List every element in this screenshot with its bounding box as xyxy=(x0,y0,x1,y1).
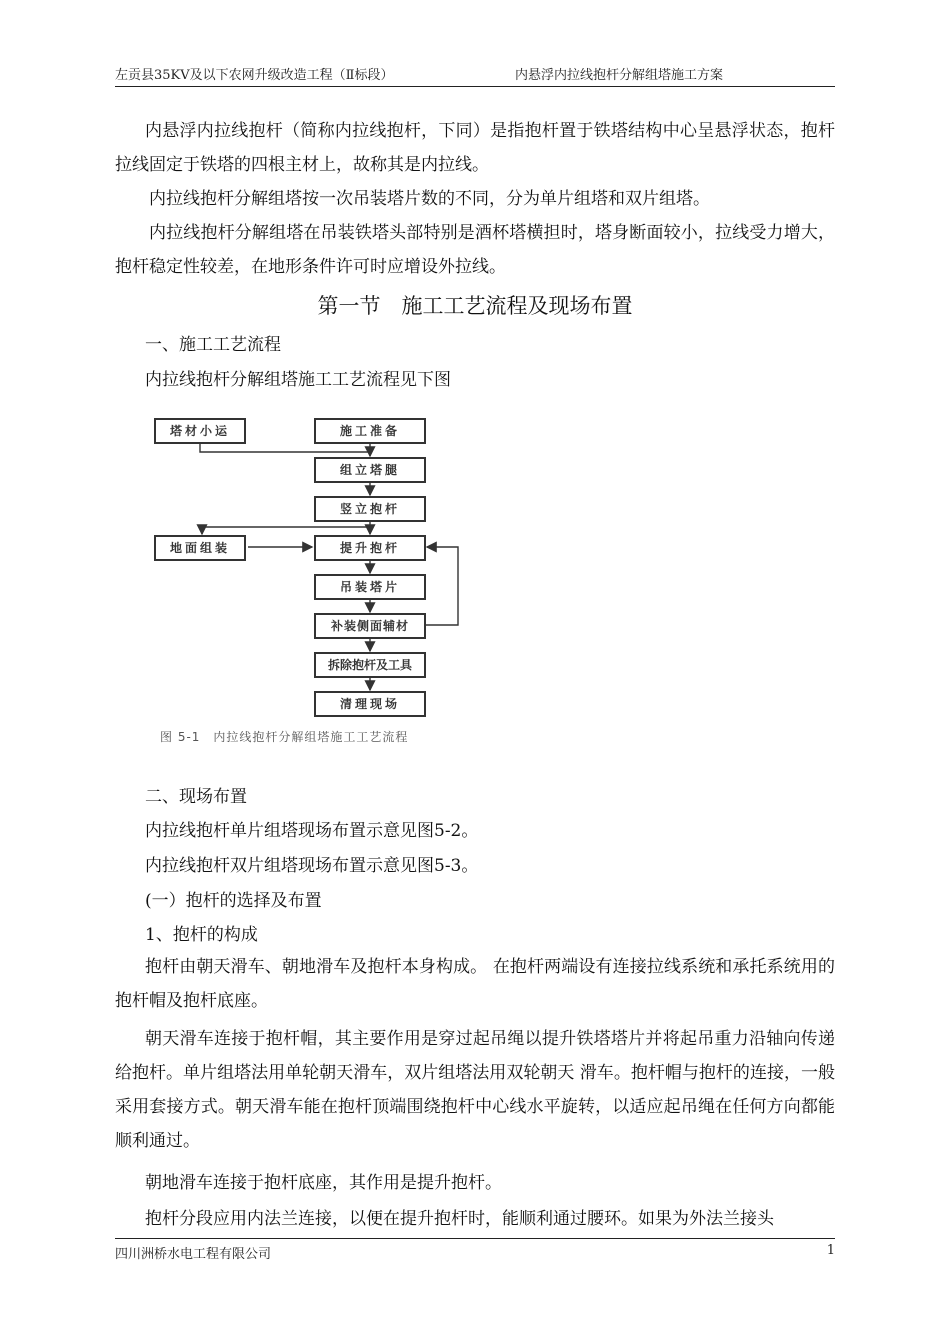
intro-paragraph-2: 内拉线抱杆分解组塔按一次吊装塔片数的不同，分为单片组塔和双片组塔。 xyxy=(149,189,710,209)
page-number: 1 xyxy=(826,1243,835,1258)
box-erect-tower-legs: 组立塔腿 xyxy=(314,457,426,483)
intro-paragraph-3: 内拉线抱杆分解组塔在吊装铁塔头部特别是酒杯塔横担时，塔身断面较小，拉线受力增大，抱杆稳定性较差，在地形条件许可时应增设外拉线。 xyxy=(115,223,835,277)
flowchart-caption: 图 5-1 内拉线抱杆分解组塔施工工艺流程 xyxy=(160,730,409,744)
layout-line-double: 内拉线抱杆双片组塔现场布置示意见图5-3。 xyxy=(145,856,479,876)
header-project-title: 左贡县35KV及以下农网升级改造工程（Ⅱ标段） xyxy=(115,68,394,83)
intro-paragraph-1: 内悬浮内拉线抱杆（简称内拉线抱杆，下同）是指抱杆置于铁塔结构中心呈悬浮状态，抱杆拉线固定于铁塔的四根主材上，故称其是内拉线。 xyxy=(115,121,835,175)
box-clear-site: 清理现场 xyxy=(314,691,426,717)
box-raise-gin-pole: 竖立抱杆 xyxy=(314,496,426,522)
body-paragraph-1: 抱杆由朝天滑车、朝地滑车及抱杆本身构成。 在抱杆两端设有连接拉线系统和承托系统用的抱杆帽及抱杆底座。 xyxy=(115,957,835,1011)
layout-line-single: 内拉线抱杆单片组塔现场布置示意见图5-2。 xyxy=(145,821,479,841)
page-header xyxy=(115,60,835,87)
arrow-loop-back xyxy=(423,547,458,625)
subheading-pole-selection: (一）抱杆的选择及布置 xyxy=(145,891,322,911)
box-hoist-tower-pieces: 吊装塔片 xyxy=(314,574,426,600)
section-title: 第一节 施工工艺流程及现场布置 xyxy=(317,294,633,318)
process-intro-text: 内拉线抱杆分解组塔施工工艺流程见下图 xyxy=(145,370,451,390)
page-footer xyxy=(115,1238,835,1263)
footer-company: 四川洲桥水电工程有限公司 xyxy=(115,1247,272,1262)
body-paragraph-2: 朝天滑车连接于抱杆帽，其主要作用是穿过起吊绳以提升铁塔塔片并将起吊重力沿轴向传递给抱杆。单片组塔法用单轮朝天滑车，双片组塔法用双轮朝天 滑车。抱杆帽与抱杆的连接，一般采用套接方式。朝天滑车能在抱杆顶端围绕抱杆中心线水平旋转，以适应起吊绳在任何方向都能顺利通过。 xyxy=(115,1029,835,1151)
box-lift-gin-pole: 提升抱杆 xyxy=(314,535,426,561)
header-document-title: 内悬浮内拉线抱杆分解组塔施工方案 xyxy=(515,68,724,83)
box-ground-assembly: 地面组装 xyxy=(154,535,246,561)
box-tower-material-transport: 塔材小运 xyxy=(154,418,246,444)
body-paragraph-3: 朝地滑车连接于抱杆底座，其作用是提升抱杆。 xyxy=(145,1173,502,1193)
arrow-transport-to-legs xyxy=(200,444,370,452)
subheading-process: 一、施工工艺流程 xyxy=(145,335,281,355)
box-remove-pole-and-tools: 拆除抱杆及工具 xyxy=(314,652,426,678)
body-paragraph-4: 抱杆分段应用内法兰连接，以便在提升抱杆时，能顺利通过腰环。如果为外法兰接头 xyxy=(145,1209,774,1229)
box-install-side-members: 补装侧面辅材 xyxy=(314,613,426,639)
box-construction-preparation: 施工准备 xyxy=(314,418,426,444)
arrow-to-ground-assembly xyxy=(202,527,370,534)
process-flowchart xyxy=(150,412,470,752)
subheading-site-layout: 二、现场布置 xyxy=(145,787,247,807)
subheading-pole-composition: 1、抱杆的构成 xyxy=(145,925,258,945)
